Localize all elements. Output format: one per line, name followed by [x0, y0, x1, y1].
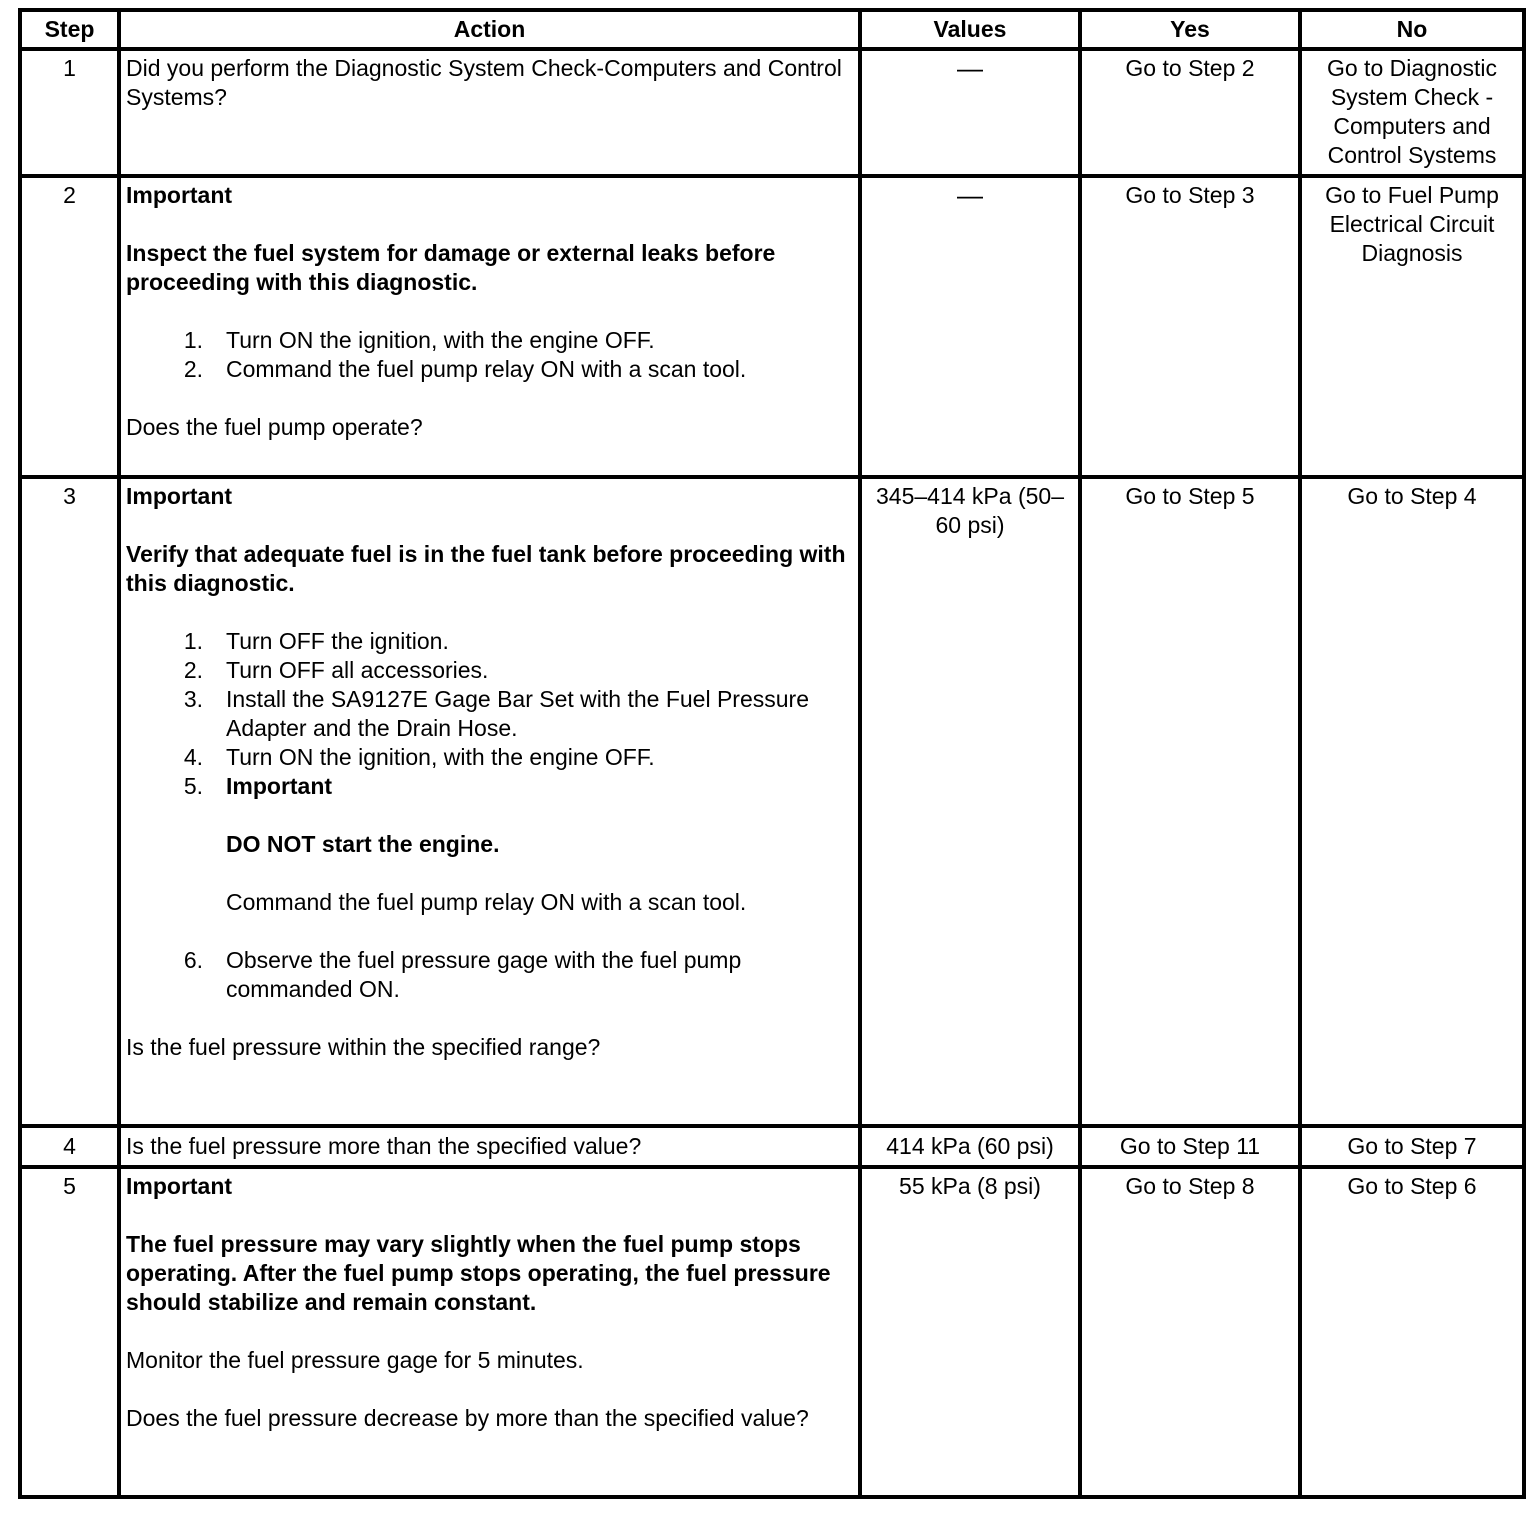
substep-number: 1. [183, 327, 203, 353]
yes-link[interactable]: Go to Step 11 [1080, 1126, 1300, 1167]
action-text: Is the fuel pressure more than the specified value? [119, 1126, 860, 1167]
list-item [126, 355, 853, 384]
substep-number: 6. [183, 947, 203, 973]
substep-text: Install the SA9127E Gage Bar Set with the Fuel Pressure Adapter and the Drain Hose. [226, 686, 809, 741]
substep-number: 5. [183, 773, 203, 799]
substep-number: 2. [183, 657, 203, 683]
important-text: The fuel pressure may vary slightly when the fuel pump stops operating. After the fuel pump stops operating, the fuel pressure should stabilize and remain constant. [126, 1231, 831, 1315]
action-cell [119, 176, 860, 477]
question-text: Does the fuel pump operate? [126, 414, 423, 440]
action-text: Did you perform the Diagnostic System Check-Computers and Control Systems? [119, 49, 860, 176]
list-item [126, 326, 853, 355]
substep-number: 3. [183, 686, 203, 712]
substep-number: 1. [183, 628, 203, 654]
substep-list [126, 627, 853, 1004]
diagnostic-table [18, 8, 1526, 1499]
question-text: Does the fuel pressure decrease by more than the specified value? [126, 1405, 809, 1431]
important-text: Inspect the fuel system for damage or external leaks before proceeding with this diagnostic. [126, 240, 776, 295]
values-cell: 55 kPa (8 psi) [860, 1167, 1080, 1497]
no-link[interactable]: Go to Step 6 [1300, 1167, 1524, 1497]
substep-number: 2. [183, 356, 203, 382]
header-step: Step [20, 10, 119, 49]
values-cell: 414 kPa (60 psi) [860, 1126, 1080, 1167]
step-number: 4 [20, 1126, 119, 1167]
table-row-step-1 [20, 49, 1524, 176]
values-cell: — [860, 176, 1080, 477]
substep-text: Turn OFF the ignition. [226, 628, 449, 654]
header-row [20, 10, 1524, 49]
important-label: Important [126, 483, 233, 509]
important-label: Important [126, 1173, 233, 1199]
action-cell [119, 1167, 860, 1497]
substep-text: Turn OFF all accessories. [226, 657, 489, 683]
header-action: Action [119, 10, 860, 49]
substep-text: Turn ON the ignition, with the engine OFF. [226, 744, 655, 770]
yes-link[interactable]: Go to Step 5 [1080, 477, 1300, 1126]
step-number: 1 [20, 49, 119, 176]
list-item [126, 772, 853, 946]
important-text: Verify that adequate fuel is in the fuel tank before proceeding with this diagnostic. [126, 541, 846, 596]
substep-important-label: Important [226, 773, 333, 799]
header-yes: Yes [1080, 10, 1300, 49]
monitor-text: Monitor the fuel pressure gage for 5 minutes. [126, 1347, 584, 1373]
substep-text: Turn ON the ignition, with the engine OFF. [226, 327, 655, 353]
substep-number: 4. [183, 744, 203, 770]
list-item [126, 656, 853, 685]
table-row-step-2 [20, 176, 1524, 477]
header-values: Values [860, 10, 1080, 49]
action-cell [119, 477, 860, 1126]
substep-text: Command the fuel pump relay ON with a scan tool. [226, 356, 747, 382]
substep-text: Observe the fuel pressure gage with the fuel pump commanded ON. [226, 947, 742, 1002]
no-link[interactable]: Go to Step 4 [1300, 477, 1524, 1126]
step-number: 5 [20, 1167, 119, 1497]
header-no: No [1300, 10, 1524, 49]
list-item [126, 946, 853, 1004]
important-label: Important [126, 182, 233, 208]
substep-list [126, 326, 853, 384]
substep-important-text: DO NOT start the engine. [226, 831, 500, 857]
no-link[interactable]: Go to Fuel Pump Electrical Circuit Diagnosis [1300, 176, 1524, 477]
table-row-step-4 [20, 1126, 1524, 1167]
step-number: 3 [20, 477, 119, 1126]
yes-link[interactable]: Go to Step 2 [1080, 49, 1300, 176]
list-item [126, 627, 853, 656]
values-cell: — [860, 49, 1080, 176]
list-item [126, 743, 853, 772]
no-link[interactable]: Go to Diagnostic System Check - Computers and Control Systems [1300, 49, 1524, 176]
list-item [126, 685, 853, 743]
question-text: Is the fuel pressure within the specified range? [126, 1034, 601, 1060]
no-link[interactable]: Go to Step 7 [1300, 1126, 1524, 1167]
yes-link[interactable]: Go to Step 8 [1080, 1167, 1300, 1497]
step-number: 2 [20, 176, 119, 477]
substep-text: Command the fuel pump relay ON with a scan tool. [226, 889, 747, 915]
table-row-step-5 [20, 1167, 1524, 1497]
table-row-step-3 [20, 477, 1524, 1126]
values-cell: 345–414 kPa (50–60 psi) [860, 477, 1080, 1126]
yes-link[interactable]: Go to Step 3 [1080, 176, 1300, 477]
